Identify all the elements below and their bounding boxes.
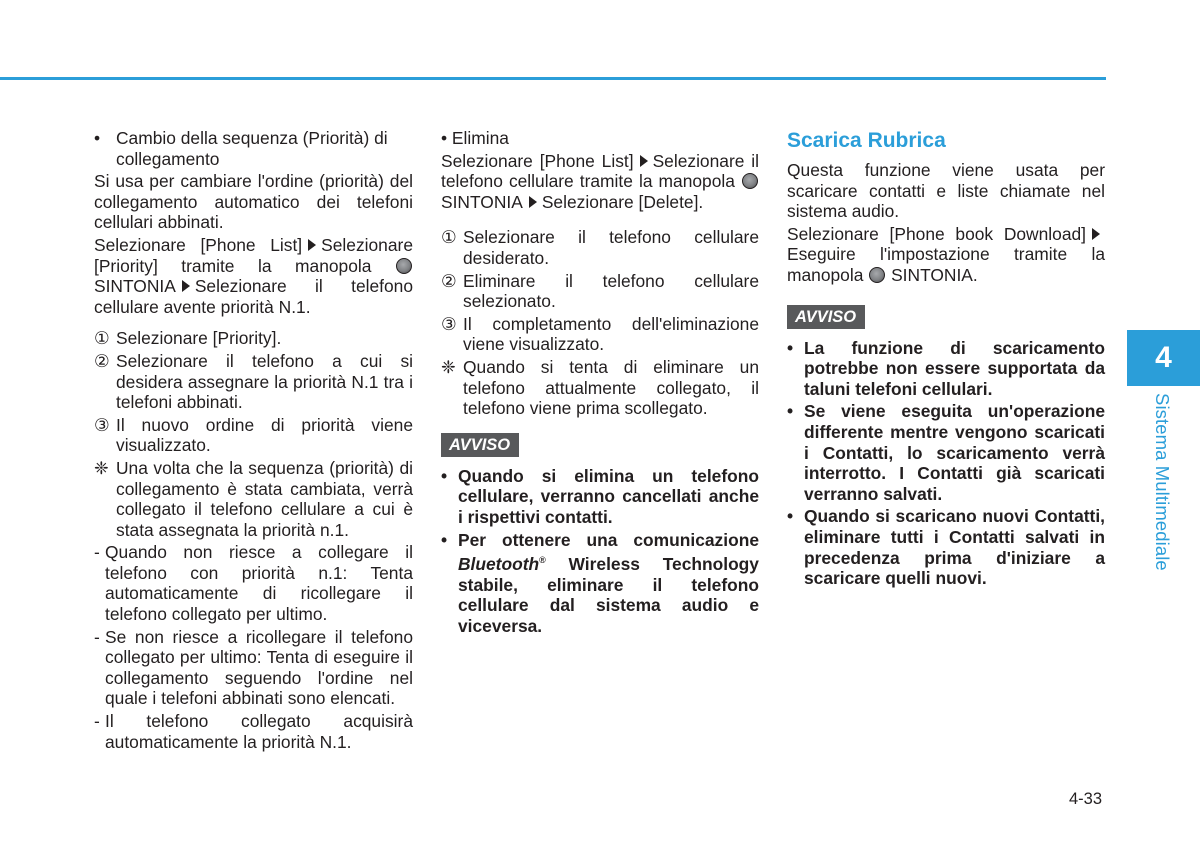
bullet: • bbox=[787, 506, 794, 527]
arrow-right-icon bbox=[308, 239, 316, 251]
dash-item-2 bbox=[94, 627, 413, 709]
dash-item-3 bbox=[94, 711, 413, 752]
priority-instructions: Selezionare [Phone List] Selezionare [Priority] tramite la manopola SINTONIA Selezionare il telefono cellulare avente priorità N.1. bbox=[94, 234, 413, 317]
notice-item-3 bbox=[787, 506, 1105, 588]
chapter-title: Sistema Multimediale bbox=[1152, 393, 1173, 571]
step-2 bbox=[94, 351, 413, 413]
knob-icon bbox=[742, 173, 758, 189]
bullet: • bbox=[787, 401, 794, 422]
notice-item-1 bbox=[787, 338, 1105, 400]
bullet: • bbox=[441, 465, 448, 486]
top-rule bbox=[0, 77, 1106, 80]
step-marker: ② bbox=[94, 350, 110, 371]
step-text: Selezionare il telefono a cui si desidera assegnare la priorità N.1 tra i telefoni abbinati. bbox=[116, 350, 413, 413]
knob-icon bbox=[869, 267, 885, 283]
bullet: • bbox=[94, 128, 101, 148]
step-1 bbox=[441, 227, 759, 268]
notice-label: AVVISO bbox=[441, 433, 519, 457]
step-2 bbox=[441, 271, 759, 312]
step-3 bbox=[441, 314, 759, 355]
note-text: Una volta che la sequenza (priorità) di collegamento è stata cambiata, verrà collegato il telefono cellulare a cui è stata assegnata la priorità n.1. bbox=[116, 457, 413, 540]
chapter-tab: 4 bbox=[1127, 330, 1200, 386]
knob-icon bbox=[396, 258, 412, 274]
step-text: Il completamento dell'eliminazione viene visualizzato. bbox=[463, 313, 759, 355]
step-text: Selezionare [Priority]. bbox=[116, 328, 282, 349]
priority-description: Si usa per cambiare l'ordine (priorità) del collegamento automatico dei telefoni cellulari abbinati. bbox=[94, 171, 413, 233]
dash-text: Quando non riesce a collegare il telefono con priorità n.1: Tenta automaticamente di ricollegare il telefono collegato per ultimo. bbox=[105, 542, 413, 625]
download-instructions: Selezionare [Phone book Download]Eseguire l'impostazione tramite la manopola SINTONIA. bbox=[787, 223, 1105, 285]
step-marker: ① bbox=[94, 328, 110, 349]
page-number: 4-33 bbox=[1069, 790, 1103, 808]
notice-text: Quando si elimina un telefono cellulare, verranno cancellati anche i rispettivi contatti. bbox=[458, 465, 759, 527]
note bbox=[94, 458, 413, 540]
notice-text: Se viene eseguita un'operazione differente mentre vengono scaricati i Contatti, lo scaricamento verrà interrotto. I Contatti già scaricati verranno salvati. bbox=[804, 401, 1105, 504]
dash-mark: - bbox=[94, 711, 100, 732]
bullet: • bbox=[787, 337, 794, 358]
notice-item-2 bbox=[441, 530, 759, 637]
registered-mark: ® bbox=[539, 555, 546, 566]
note-mark: ❈ bbox=[441, 356, 456, 377]
section-title-priority bbox=[94, 128, 413, 169]
step-text: Il nuovo ordine di priorità viene visualizzato. bbox=[116, 414, 413, 456]
step-text: Selezionare il telefono cellulare desiderato. bbox=[463, 227, 759, 268]
step-marker: ③ bbox=[441, 313, 457, 334]
dash-text: Se non riesce a ricollegare il telefono collegato per ultimo: Tenta di eseguire il collegamento seguendo l'ordine nel quale i telefoni abbinati sono elencati. bbox=[105, 626, 413, 709]
dash-mark: - bbox=[94, 542, 100, 563]
note-text: Quando si tenta di eliminare un telefono attualmente collegato, il telefono viene prima scollegato. bbox=[463, 356, 759, 419]
column-1 bbox=[94, 128, 413, 754]
step-1 bbox=[94, 328, 413, 349]
section-heading: Scarica Rubrica bbox=[787, 129, 946, 152]
step-marker: ② bbox=[441, 270, 457, 291]
bluetooth-brand: Bluetooth bbox=[458, 554, 540, 575]
download-description: Questa funzione viene usata per scaricare contatti e liste chiamate nel sistema audio. bbox=[787, 160, 1105, 222]
dash-mark: - bbox=[94, 626, 100, 647]
step-marker: ③ bbox=[94, 414, 110, 435]
notice-text: Quando si scaricano nuovi Contatti, eliminare tutti i Contatti salvati in precedenza prima d'iniziare a scaricare quelli nuovi. bbox=[804, 506, 1105, 589]
bullet: • bbox=[441, 529, 448, 550]
dash-text: Il telefono collegato acquisirà automaticamente la priorità N.1. bbox=[105, 711, 413, 752]
column-2 bbox=[441, 128, 759, 638]
step-3 bbox=[94, 415, 413, 456]
arrow-right-icon bbox=[529, 196, 537, 208]
note bbox=[441, 357, 759, 419]
step-marker: ① bbox=[441, 227, 457, 248]
arrow-right-icon bbox=[182, 280, 190, 292]
notice-text: La funzione di scaricamento potrebbe non essere supportata da taluni telefoni cellulari. bbox=[804, 337, 1105, 399]
notice-label: AVVISO bbox=[787, 305, 865, 329]
delete-instructions: Selezionare [Phone List] Selezionare il telefono cellulare tramite la manopola SINTONIA Selezionare [Delete]. bbox=[441, 150, 759, 212]
dash-item-1 bbox=[94, 542, 413, 624]
notice-item-2 bbox=[787, 401, 1105, 504]
step-text: Eliminare il telefono cellulare selezionato. bbox=[463, 270, 759, 312]
notice-item-1 bbox=[441, 466, 759, 528]
column-3 bbox=[787, 128, 1105, 591]
section-title-delete: • Elimina bbox=[441, 128, 509, 148]
section-title-text: Cambio della sequenza (Priorità) di collegamento bbox=[116, 128, 388, 169]
note-mark: ❈ bbox=[94, 457, 109, 478]
arrow-right-icon bbox=[1092, 228, 1100, 240]
arrow-right-icon bbox=[640, 155, 648, 167]
notice-text: Per ottenere una comunicazione Bluetooth® Wireless Technology stabile, eliminare il telefono cellulare dal sistema audio e viceversa. bbox=[458, 529, 759, 636]
